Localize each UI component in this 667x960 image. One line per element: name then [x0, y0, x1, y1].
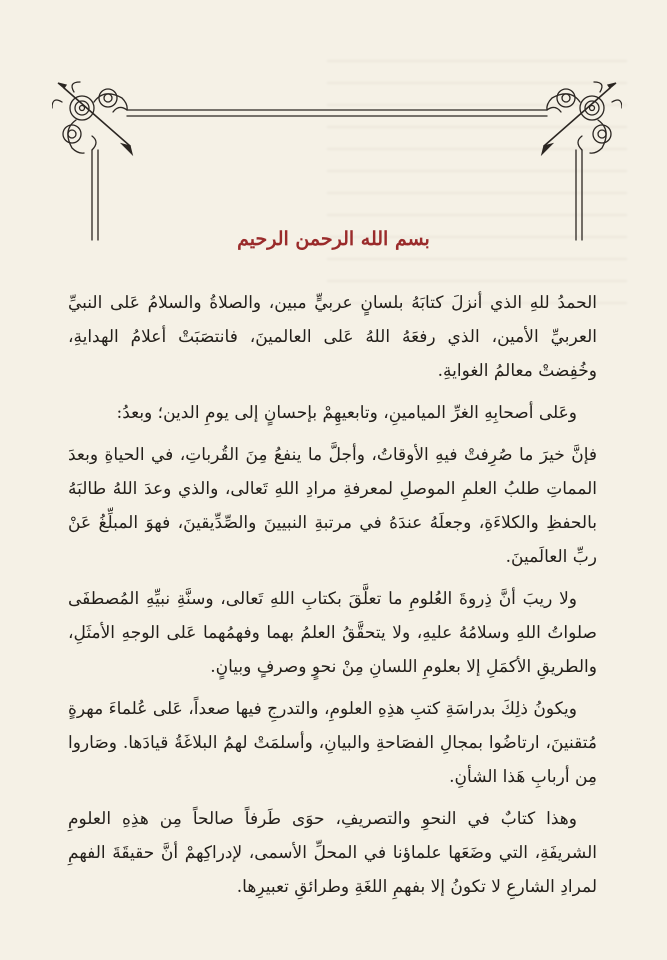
- paragraph-6: وهذا كتابٌ في النحوِ والتصريفِ، حوَى طَرفاً صالحاً مِن هذِهِ العلومِ الشريفَةِ، التي وضَعَها علماؤنا في المحلِّ الأسمى، لإدراكِهمْ أنَّ حقيقَةَ الفهمِ لمرادِ الشارعِ لا تكونُ إلا بفهمِ اللغَةِ وطرائقِ تعبيرِها.: [68, 809, 597, 897]
- basmala-heading: بسم الله الرحمن الرحيم: [237, 228, 430, 250]
- left-flourish: [52, 82, 132, 154]
- body-text: [68, 286, 597, 912]
- paragraph-4: ولا ريبَ أنَّ ذِروةَ العُلومِ ما تعلَّقَ بكتابِ اللهِ تَعالى، وسنَّةِ نبيِّهِ المُصطفَى صلواتُ اللهِ وسلامُهُ عليهِ، ولا يتحقَّقُ العلمُ بهما وفهمُهما عَلى الوجهِ الأمثَلِ، والطريقِ الأكمَلِ إلا بعلومِ اللسانِ مِنْ نحوٍ وصرفٍ وبيانٍ.: [68, 589, 597, 677]
- paragraph-2: وعَلى أصحابِهِ الغرِّ الميامينِ، وتابعيهِمْ بإحسانٍ إلى يومِ الدين؛ وبعدُ:: [116, 403, 577, 423]
- right-flourish: [542, 82, 622, 154]
- ornament-frame-icon: [52, 80, 622, 250]
- paragraph-1: الحمدُ للهِ الذي أنزلَ كتابَهُ بلسانٍ عربيٍّ مبين، والصلاةُ والسلامُ عَلى النبيِّ العربيِّ الأمين، الذي رفعَهُ اللهُ عَلى العالمينَ، فانتصَبَتْ أعلامُ الهدايةِ، وخُفِضتْ معالمُ الغوايةِ.: [68, 293, 597, 381]
- paragraph-5: ويكونُ ذلِكَ بدراسَةِ كتبِ هذِهِ العلومِ، والتدرجِ فيها صعداً، عَلى عُلماءَ مهرةٍ مُتقنينَ، ارتاضُوا بمجالِ الفصَاحةِ والبيانِ، وأسلمَتْ لهمُ البلاغَةُ قيادَها. وصَاروا مِن أربابِ هَذا الشأنِ.: [68, 699, 597, 787]
- paragraph-3: فإنَّ خيرَ ما صُرِفتْ فيهِ الأوقاتُ، وأجلَّ ما ينفعُ مِنَ القُرباتِ، في الحياةِ وبعدَ المماتِ طلبُ العلمِ الموصلِ لمعرفةِ مرادِ اللهِ تَعالى، والذي وعدَ اللهُ طالبَهُ بالحفظِ والكلاءَةِ، وجعلَهُ عندَهُ في مرتبةِ النبيينَ والصِّدِّيقينَ، فهوَ المبلِّغُ عَنْ ربِّ العالَمينَ.: [68, 445, 597, 567]
